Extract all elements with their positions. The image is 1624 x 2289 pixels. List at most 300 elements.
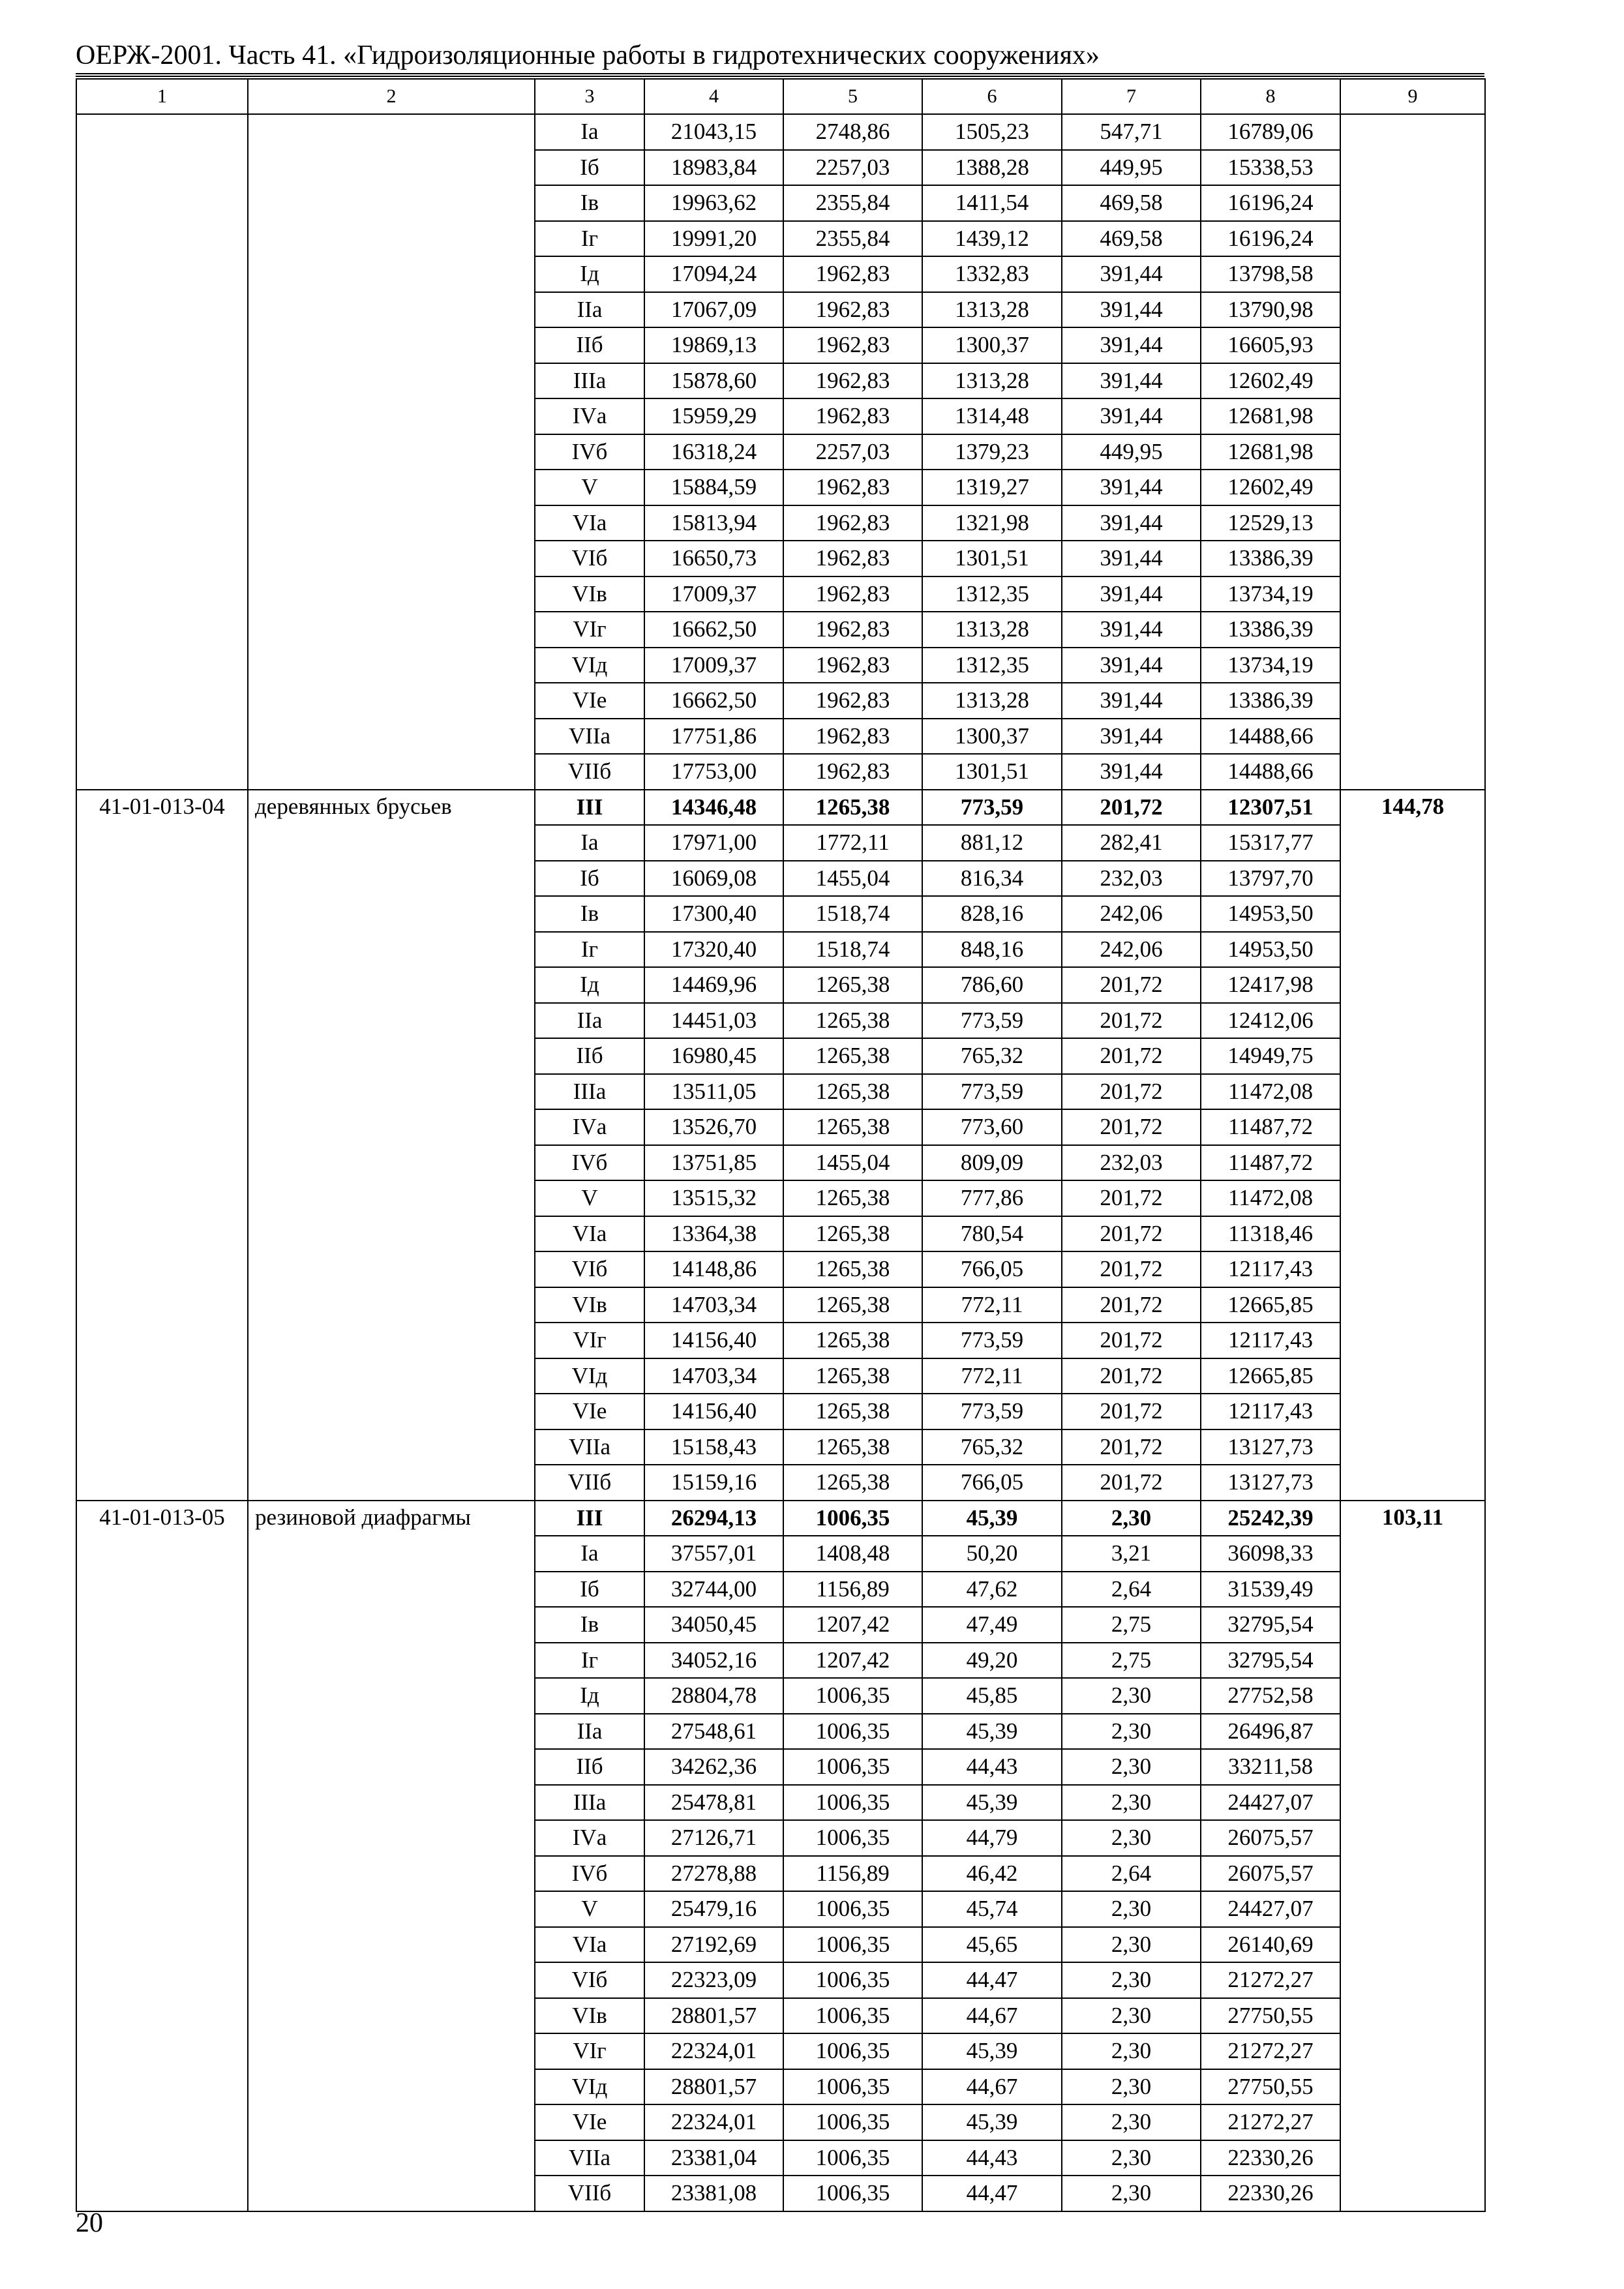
machinist-wages-cell: 391,44 — [1062, 327, 1201, 363]
materials-cell: 15338,53 — [1201, 150, 1340, 186]
total-cell: 14451,03 — [644, 1003, 783, 1039]
materials-cell: 16605,93 — [1201, 327, 1340, 363]
machinist-wages-cell: 391,44 — [1062, 541, 1201, 576]
machines-cell: 1314,48 — [922, 398, 1062, 434]
materials-cell: 33211,58 — [1201, 1749, 1340, 1785]
total-cell: 18983,84 — [644, 150, 783, 186]
wages-cell: 1265,38 — [783, 1394, 922, 1429]
materials-cell: 25242,39 — [1201, 1501, 1340, 1536]
total-cell: 17971,00 — [644, 825, 783, 861]
machines-cell: 780,54 — [922, 1216, 1062, 1252]
machines-cell: 1505,23 — [922, 114, 1062, 150]
materials-cell: 12665,85 — [1201, 1358, 1340, 1394]
total-cell: 13511,05 — [644, 1074, 783, 1110]
materials-cell: 32795,54 — [1201, 1643, 1340, 1679]
materials-cell: 11318,46 — [1201, 1216, 1340, 1252]
machines-cell: 45,39 — [922, 1785, 1062, 1821]
wages-cell: 1006,35 — [783, 1678, 922, 1714]
wages-cell: 1962,83 — [783, 363, 922, 399]
total-cell: 28801,57 — [644, 2069, 783, 2105]
wages-cell: 1207,42 — [783, 1607, 922, 1643]
column-number: 6 — [922, 79, 1062, 114]
machines-cell: 1300,37 — [922, 327, 1062, 363]
materials-cell: 26140,69 — [1201, 1927, 1340, 1963]
materials-cell: 13797,70 — [1201, 861, 1340, 897]
zone-cell: IVа — [535, 1109, 644, 1145]
total-cell: 27548,61 — [644, 1714, 783, 1750]
total-cell: 17753,00 — [644, 754, 783, 790]
wages-cell: 1408,48 — [783, 1536, 922, 1572]
zone-cell: Iв — [535, 1607, 644, 1643]
machines-cell: 47,49 — [922, 1607, 1062, 1643]
machines-cell: 44,79 — [922, 1820, 1062, 1856]
machinist-wages-cell: 2,75 — [1062, 1643, 1201, 1679]
machinist-wages-cell: 3,21 — [1062, 1536, 1201, 1572]
machinist-wages-cell: 391,44 — [1062, 292, 1201, 328]
wages-cell: 1518,74 — [783, 932, 922, 968]
materials-cell: 13127,73 — [1201, 1429, 1340, 1465]
total-cell: 17300,40 — [644, 896, 783, 932]
machines-cell: 765,32 — [922, 1429, 1062, 1465]
machinist-wages-cell: 391,44 — [1062, 648, 1201, 683]
wages-cell: 1265,38 — [783, 1109, 922, 1145]
wages-cell: 1006,35 — [783, 2033, 922, 2069]
total-cell: 15878,60 — [644, 363, 783, 399]
total-cell: 16069,08 — [644, 861, 783, 897]
materials-cell: 15317,77 — [1201, 825, 1340, 861]
machinist-wages-cell: 242,06 — [1062, 932, 1201, 968]
column-number: 8 — [1201, 79, 1340, 114]
wages-cell: 1962,83 — [783, 256, 922, 292]
total-cell: 22323,09 — [644, 1962, 783, 1998]
machinist-wages-cell: 469,58 — [1062, 221, 1201, 257]
wages-cell: 1772,11 — [783, 825, 922, 861]
machinist-wages-cell: 2,30 — [1062, 1962, 1201, 1998]
machines-cell: 45,39 — [922, 1714, 1062, 1750]
column-number: 7 — [1062, 79, 1201, 114]
zone-cell: VIв — [535, 1998, 644, 2034]
materials-cell: 13734,19 — [1201, 576, 1340, 612]
wages-cell: 1006,35 — [783, 1820, 922, 1856]
materials-cell: 12681,98 — [1201, 398, 1340, 434]
materials-cell: 36098,33 — [1201, 1536, 1340, 1572]
zone-cell: Iд — [535, 256, 644, 292]
machinist-wages-cell: 391,44 — [1062, 719, 1201, 755]
table-row — [76, 114, 1485, 150]
total-cell: 16318,24 — [644, 434, 783, 470]
wages-cell: 1265,38 — [783, 1216, 922, 1252]
zone-cell: IIIа — [535, 363, 644, 399]
machines-cell: 816,34 — [922, 861, 1062, 897]
zone-cell: VIIб — [535, 1465, 644, 1501]
total-cell: 25478,81 — [644, 1785, 783, 1821]
wages-cell: 1265,38 — [783, 1287, 922, 1323]
wages-cell: 1962,83 — [783, 683, 922, 719]
machinist-wages-cell: 242,06 — [1062, 896, 1201, 932]
materials-cell: 12307,51 — [1201, 790, 1340, 826]
zone-cell: VIг — [535, 612, 644, 648]
materials-cell: 14488,66 — [1201, 719, 1340, 755]
zone-cell: VIд — [535, 2069, 644, 2105]
total-cell: 16662,50 — [644, 612, 783, 648]
zone-cell: IIа — [535, 292, 644, 328]
wages-cell: 1962,83 — [783, 612, 922, 648]
machines-cell: 773,59 — [922, 1074, 1062, 1110]
zone-cell: VIе — [535, 1394, 644, 1429]
machines-cell: 1313,28 — [922, 363, 1062, 399]
machinist-wages-cell: 201,72 — [1062, 1216, 1201, 1252]
machines-cell: 773,59 — [922, 1003, 1062, 1039]
zone-cell: IVб — [535, 1856, 644, 1892]
machinist-wages-cell: 2,30 — [1062, 2033, 1201, 2069]
materials-cell: 11487,72 — [1201, 1145, 1340, 1181]
total-cell: 32744,00 — [644, 1572, 783, 1608]
machinist-wages-cell: 2,30 — [1062, 2176, 1201, 2211]
total-cell: 15813,94 — [644, 505, 783, 541]
zone-cell: VIв — [535, 1287, 644, 1323]
machinist-wages-cell: 201,72 — [1062, 1003, 1201, 1039]
machines-cell: 45,65 — [922, 1927, 1062, 1963]
total-cell: 14148,86 — [644, 1251, 783, 1287]
zone-cell: VIе — [535, 683, 644, 719]
total-cell: 17067,09 — [644, 292, 783, 328]
column-number: 1 — [76, 79, 248, 114]
materials-cell: 32795,54 — [1201, 1607, 1340, 1643]
machines-cell: 1321,98 — [922, 505, 1062, 541]
wages-cell: 1006,35 — [783, 2140, 922, 2176]
materials-cell: 22330,26 — [1201, 2176, 1340, 2211]
zone-cell: Iг — [535, 932, 644, 968]
total-cell: 28801,57 — [644, 1998, 783, 2034]
total-cell: 23381,04 — [644, 2140, 783, 2176]
machinist-wages-cell: 2,30 — [1062, 1714, 1201, 1750]
rates-table — [76, 78, 1486, 2212]
materials-cell: 12602,49 — [1201, 363, 1340, 399]
total-cell: 34262,36 — [644, 1749, 783, 1785]
zone-cell: Iа — [535, 114, 644, 150]
machinist-wages-cell: 2,30 — [1062, 1785, 1201, 1821]
total-cell: 15158,43 — [644, 1429, 783, 1465]
total-cell: 13364,38 — [644, 1216, 783, 1252]
wages-cell: 1006,35 — [783, 1927, 922, 1963]
machinist-wages-cell: 2,30 — [1062, 1891, 1201, 1927]
machinist-wages-cell: 2,30 — [1062, 2069, 1201, 2105]
machines-cell: 45,39 — [922, 1501, 1062, 1536]
zone-cell: IVб — [535, 1145, 644, 1181]
materials-cell: 14953,50 — [1201, 932, 1340, 968]
total-cell: 14703,34 — [644, 1287, 783, 1323]
machinist-wages-cell: 2,30 — [1062, 2104, 1201, 2140]
wages-cell: 1006,35 — [783, 2104, 922, 2140]
materials-cell: 22330,26 — [1201, 2140, 1340, 2176]
machines-cell: 766,05 — [922, 1465, 1062, 1501]
total-cell: 22324,01 — [644, 2104, 783, 2140]
machines-cell: 44,47 — [922, 1962, 1062, 1998]
zone-cell: VIIб — [535, 754, 644, 790]
machinist-wages-cell: 201,72 — [1062, 1358, 1201, 1394]
zone-cell: VIв — [535, 576, 644, 612]
machines-cell: 45,39 — [922, 2033, 1062, 2069]
machines-cell: 786,60 — [922, 967, 1062, 1003]
total-cell: 25479,16 — [644, 1891, 783, 1927]
machines-cell: 44,47 — [922, 2176, 1062, 2211]
zone-cell: VIд — [535, 1358, 644, 1394]
total-cell: 16980,45 — [644, 1038, 783, 1074]
machines-cell: 1388,28 — [922, 150, 1062, 186]
wages-cell: 1156,89 — [783, 1572, 922, 1608]
machines-cell: 47,62 — [922, 1572, 1062, 1608]
machines-cell: 881,12 — [922, 825, 1062, 861]
zone-cell: IIIа — [535, 1074, 644, 1110]
materials-cell: 12602,49 — [1201, 470, 1340, 505]
materials-cell: 13386,39 — [1201, 683, 1340, 719]
total-cell: 14156,40 — [644, 1394, 783, 1429]
page-number: 20 — [76, 2208, 103, 2238]
machinist-wages-cell: 201,72 — [1062, 1287, 1201, 1323]
column-number: 4 — [644, 79, 783, 114]
machinist-wages-cell: 391,44 — [1062, 505, 1201, 541]
total-cell: 19991,20 — [644, 221, 783, 257]
machines-cell: 50,20 — [922, 1536, 1062, 1572]
total-cell: 27278,88 — [644, 1856, 783, 1892]
machines-cell: 1411,54 — [922, 185, 1062, 221]
machines-cell: 45,39 — [922, 2104, 1062, 2140]
wages-cell: 2257,03 — [783, 150, 922, 186]
machinist-wages-cell: 201,72 — [1062, 1323, 1201, 1358]
wages-cell: 1962,83 — [783, 470, 922, 505]
total-cell: 14346,48 — [644, 790, 783, 826]
materials-cell: 13386,39 — [1201, 612, 1340, 648]
wages-cell: 1006,35 — [783, 1998, 922, 2034]
zone-cell: Iг — [535, 1643, 644, 1679]
machines-cell: 828,16 — [922, 896, 1062, 932]
machines-cell: 45,74 — [922, 1891, 1062, 1927]
zone-cell: IVб — [535, 434, 644, 470]
materials-cell: 21272,27 — [1201, 1962, 1340, 1998]
materials-cell: 14953,50 — [1201, 896, 1340, 932]
total-cell: 37557,01 — [644, 1536, 783, 1572]
materials-cell: 13127,73 — [1201, 1465, 1340, 1501]
materials-cell: 27752,58 — [1201, 1678, 1340, 1714]
wages-cell: 1962,83 — [783, 754, 922, 790]
machinist-wages-cell: 2,64 — [1062, 1572, 1201, 1608]
zone-cell: Iа — [535, 825, 644, 861]
materials-cell: 11487,72 — [1201, 1109, 1340, 1145]
machinist-wages-cell: 2,30 — [1062, 1749, 1201, 1785]
materials-cell: 12529,13 — [1201, 505, 1340, 541]
machines-cell: 773,59 — [922, 790, 1062, 826]
machinist-wages-cell: 201,72 — [1062, 1109, 1201, 1145]
wages-cell: 1962,83 — [783, 327, 922, 363]
wages-cell: 1518,74 — [783, 896, 922, 932]
machines-cell: 848,16 — [922, 932, 1062, 968]
machines-cell: 1332,83 — [922, 256, 1062, 292]
materials-cell: 12412,06 — [1201, 1003, 1340, 1039]
total-cell: 17094,24 — [644, 256, 783, 292]
column-number: 5 — [783, 79, 922, 114]
materials-cell: 21272,27 — [1201, 2033, 1340, 2069]
total-cell: 16650,73 — [644, 541, 783, 576]
column-number-row — [76, 79, 1485, 114]
machines-cell: 44,67 — [922, 2069, 1062, 2105]
total-cell: 15959,29 — [644, 398, 783, 434]
total-cell: 16662,50 — [644, 683, 783, 719]
wages-cell: 1006,35 — [783, 1891, 922, 1927]
materials-cell: 16196,24 — [1201, 221, 1340, 257]
work-name: резиновой диафрагмы — [248, 1501, 535, 2211]
wages-cell: 1265,38 — [783, 1465, 922, 1501]
machines-cell: 44,43 — [922, 1749, 1062, 1785]
materials-cell: 12417,98 — [1201, 967, 1340, 1003]
materials-cell: 24427,07 — [1201, 1785, 1340, 1821]
header-rule — [76, 73, 1484, 77]
zone-cell: V — [535, 1891, 644, 1927]
machinist-wages-cell: 201,72 — [1062, 967, 1201, 1003]
machines-cell: 1301,51 — [922, 541, 1062, 576]
zone-cell: Iв — [535, 185, 644, 221]
materials-cell: 13386,39 — [1201, 541, 1340, 576]
materials-cell: 31539,49 — [1201, 1572, 1340, 1608]
zone-cell: VIа — [535, 1927, 644, 1963]
machinist-wages-cell: 391,44 — [1062, 612, 1201, 648]
wages-cell: 1962,83 — [783, 541, 922, 576]
wages-cell: 2748,86 — [783, 114, 922, 150]
machinist-wages-cell: 391,44 — [1062, 256, 1201, 292]
total-cell: 26294,13 — [644, 1501, 783, 1536]
machinist-wages-cell: 201,72 — [1062, 1465, 1201, 1501]
zone-cell: VIа — [535, 1216, 644, 1252]
wages-cell: 1006,35 — [783, 1714, 922, 1750]
machinist-wages-cell: 449,95 — [1062, 434, 1201, 470]
zone-cell: VIб — [535, 1962, 644, 1998]
wages-cell: 1265,38 — [783, 1074, 922, 1110]
zone-cell: Iд — [535, 1678, 644, 1714]
materials-cell: 14949,75 — [1201, 1038, 1340, 1074]
machinist-wages-cell: 201,72 — [1062, 1251, 1201, 1287]
zone-cell: III — [535, 790, 644, 826]
machines-cell: 1312,35 — [922, 576, 1062, 612]
zone-cell: Iб — [535, 150, 644, 186]
machinist-wages-cell: 201,72 — [1062, 1429, 1201, 1465]
work-name: деревянных брусьев — [248, 790, 535, 1501]
zone-cell: VIб — [535, 541, 644, 576]
machinist-wages-cell: 201,72 — [1062, 1394, 1201, 1429]
zone-cell: Iб — [535, 1572, 644, 1608]
wages-cell: 2355,84 — [783, 221, 922, 257]
zone-cell: VIIа — [535, 2140, 644, 2176]
total-cell: 13515,32 — [644, 1180, 783, 1216]
total-cell: 15159,16 — [644, 1465, 783, 1501]
machinist-wages-cell: 282,41 — [1062, 825, 1201, 861]
total-cell: 17009,37 — [644, 648, 783, 683]
machines-cell: 809,09 — [922, 1145, 1062, 1181]
wages-cell: 1962,83 — [783, 505, 922, 541]
materials-cell: 26075,57 — [1201, 1856, 1340, 1892]
total-cell: 21043,15 — [644, 114, 783, 150]
wages-cell: 1265,38 — [783, 1251, 922, 1287]
materials-cell: 16789,06 — [1201, 114, 1340, 150]
materials-cell: 21272,27 — [1201, 2104, 1340, 2140]
wages-cell: 2355,84 — [783, 185, 922, 221]
zone-cell: IIIа — [535, 1785, 644, 1821]
machines-cell: 1301,51 — [922, 754, 1062, 790]
wages-cell: 1265,38 — [783, 967, 922, 1003]
wages-cell: 1265,38 — [783, 1323, 922, 1358]
machines-cell: 1300,37 — [922, 719, 1062, 755]
machinist-wages-cell: 2,75 — [1062, 1607, 1201, 1643]
total-cell: 34050,45 — [644, 1607, 783, 1643]
zone-cell: VIIа — [535, 1429, 644, 1465]
machinist-wages-cell: 2,30 — [1062, 1678, 1201, 1714]
work-name — [248, 114, 535, 790]
wages-cell: 1455,04 — [783, 1145, 922, 1181]
machines-cell: 777,86 — [922, 1180, 1062, 1216]
wages-cell: 1265,38 — [783, 1358, 922, 1394]
page-header: ОЕРЖ-2001. Часть 41. «Гидроизоляционные работы в гидротехнических сооружениях» — [76, 40, 1100, 70]
materials-cell: 11472,08 — [1201, 1180, 1340, 1216]
wages-cell: 1006,35 — [783, 1501, 922, 1536]
machinist-wages-cell: 391,44 — [1062, 683, 1201, 719]
machinist-wages-cell: 201,72 — [1062, 1038, 1201, 1074]
materials-cell: 27750,55 — [1201, 1998, 1340, 2034]
wages-cell: 1265,38 — [783, 790, 922, 826]
table-row — [76, 1501, 1485, 1536]
machines-cell: 1313,28 — [922, 292, 1062, 328]
machinist-wages-cell: 391,44 — [1062, 363, 1201, 399]
machinist-wages-cell: 2,30 — [1062, 1501, 1201, 1536]
rate-code — [76, 114, 248, 790]
labor-cost-cell — [1340, 114, 1485, 790]
zone-cell: IIб — [535, 1038, 644, 1074]
machinist-wages-cell: 547,71 — [1062, 114, 1201, 150]
zone-cell: Iд — [535, 967, 644, 1003]
zone-cell: IVа — [535, 398, 644, 434]
machinist-wages-cell: 201,72 — [1062, 1074, 1201, 1110]
labor-cost-cell: 103,11 — [1340, 1501, 1485, 2211]
zone-cell: VIг — [535, 1323, 644, 1358]
wages-cell: 1006,35 — [783, 1749, 922, 1785]
column-number: 9 — [1340, 79, 1485, 114]
table-row — [76, 790, 1485, 826]
materials-cell: 12665,85 — [1201, 1287, 1340, 1323]
wages-cell: 1265,38 — [783, 1180, 922, 1216]
materials-cell: 12117,43 — [1201, 1394, 1340, 1429]
machines-cell: 44,43 — [922, 2140, 1062, 2176]
zone-cell: V — [535, 470, 644, 505]
materials-cell: 12117,43 — [1201, 1323, 1340, 1358]
materials-cell: 27750,55 — [1201, 2069, 1340, 2105]
machinist-wages-cell: 391,44 — [1062, 576, 1201, 612]
machinist-wages-cell: 2,30 — [1062, 1998, 1201, 2034]
machinist-wages-cell: 232,03 — [1062, 861, 1201, 897]
materials-cell: 12117,43 — [1201, 1251, 1340, 1287]
total-cell: 13526,70 — [644, 1109, 783, 1145]
total-cell: 14156,40 — [644, 1323, 783, 1358]
wages-cell: 1962,83 — [783, 398, 922, 434]
wages-cell: 1265,38 — [783, 1038, 922, 1074]
column-number: 3 — [535, 79, 644, 114]
materials-cell: 13734,19 — [1201, 648, 1340, 683]
labor-cost-cell: 144,78 — [1340, 790, 1485, 1501]
zone-cell: VIIб — [535, 2176, 644, 2211]
total-cell: 17751,86 — [644, 719, 783, 755]
wages-cell: 1006,35 — [783, 2176, 922, 2211]
machinist-wages-cell: 201,72 — [1062, 790, 1201, 826]
zone-cell: IVа — [535, 1820, 644, 1856]
wages-cell: 1962,83 — [783, 292, 922, 328]
materials-cell: 26075,57 — [1201, 1820, 1340, 1856]
wages-cell: 1006,35 — [783, 1962, 922, 1998]
